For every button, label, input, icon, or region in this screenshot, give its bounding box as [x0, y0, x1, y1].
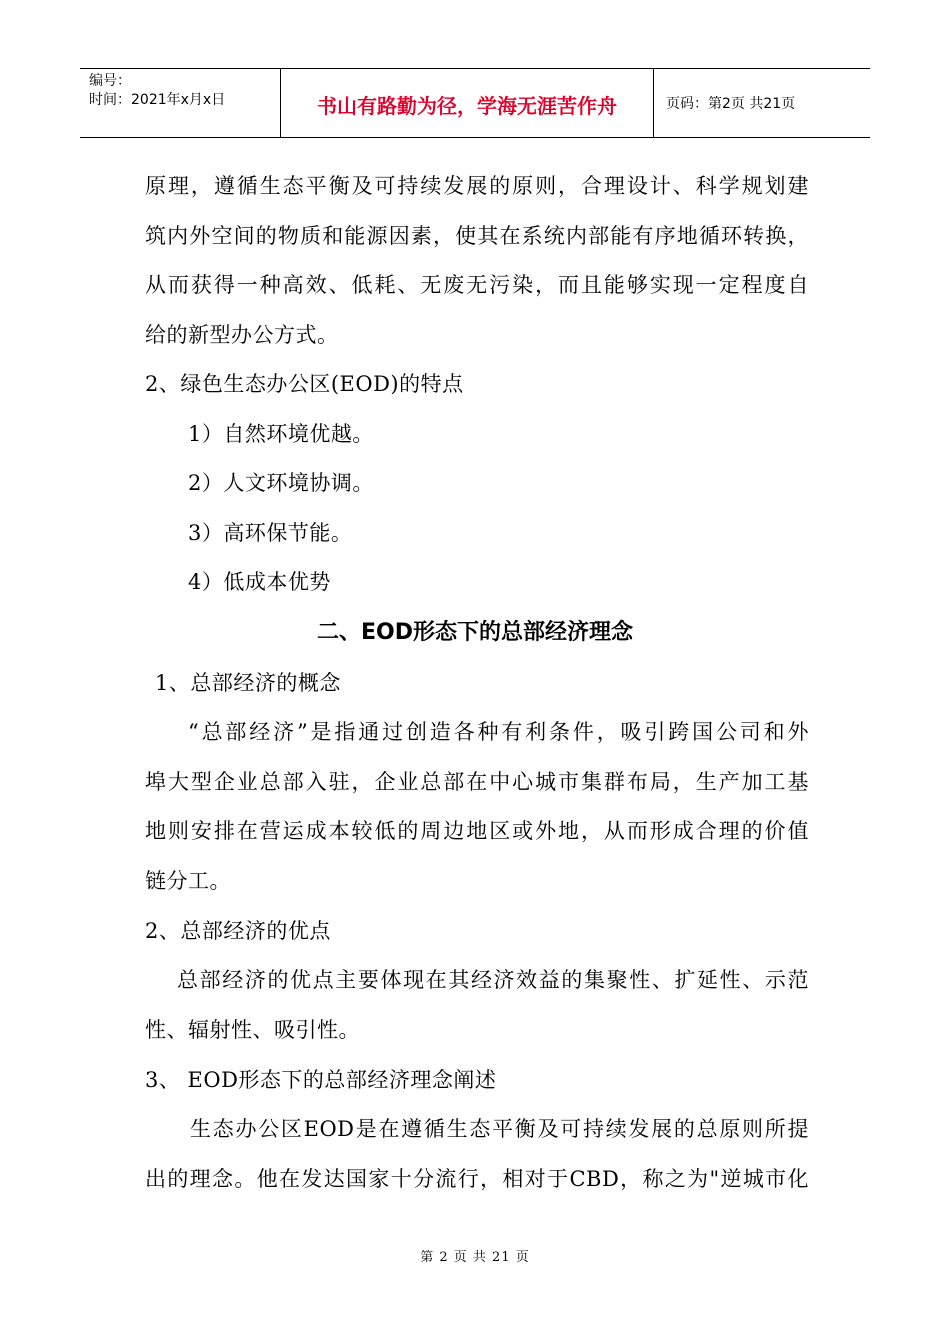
list-item: 2）人文环境协调。 — [188, 471, 374, 495]
header-page-info: 页码：第2页 共21页 — [666, 96, 796, 112]
section-heading: 二、EOD形态下的总部经济理念 — [317, 620, 633, 645]
header-motto: 书山有路勤为径，学海无涯苦作舟 — [281, 69, 654, 137]
section-title: 2、绿色生态办公区(EOD)的特点 — [145, 372, 464, 396]
document-header — [80, 68, 870, 138]
page-footer: 第 2 页 共 21 页 — [420, 1250, 530, 1265]
paragraph-line: 原理，遵循生态平衡及可持续发展的原则，合理设计、科学规划建 — [145, 174, 809, 198]
paragraph-line: 出的理念。他在发达国家十分流行，相对于CBD，称之为"逆城市化 — [145, 1167, 809, 1191]
paragraph-line: 筑内外空间的物质和能源因素，使其在系统内部能有序地循环转换， — [145, 224, 809, 248]
header-time-label: 时间：2021年x月x日 — [89, 92, 226, 108]
paragraph-line: 生态办公区EOD是在遵循生态平衡及可持续发展的总原则所提 — [190, 1117, 809, 1141]
paragraph-line: 总部经济的优点主要体现在其经济效益的集聚性、扩延性、示范 — [177, 968, 809, 992]
paragraph-line: 给的新型办公方式。 — [145, 323, 339, 347]
paragraph-line: 埠大型企业总部入驻，企业总部在中心城市集群布局，生产加工基 — [145, 770, 809, 794]
subsection-title: 3、 EOD形态下的总部经济理念阐述 — [145, 1068, 497, 1092]
header-meta — [80, 69, 281, 137]
list-item: 3）高环保节能。 — [188, 521, 353, 545]
list-item: 4）低成本优势 — [188, 570, 331, 594]
paragraph-line: 性、辐射性、吸引性。 — [145, 1018, 360, 1042]
list-item: 1）自然环境优越。 — [188, 422, 374, 446]
subsection-title: 2、总部经济的优点 — [145, 919, 331, 943]
paragraph-line: 链分工。 — [145, 869, 231, 893]
subsection-title: 1、总部经济的概念 — [155, 671, 341, 695]
header-number-label: 编号： — [89, 73, 131, 89]
paragraph-line: “总部经济”是指通过创造各种有利条件，吸引跨国公司和外 — [188, 720, 809, 744]
paragraph-line: 地则安排在营运成本较低的周边地区或外地，从而形成合理的价值 — [145, 819, 809, 843]
paragraph-line: 从而获得一种高效、低耗、无废无污染，而且能够实现一定程度自 — [145, 273, 809, 297]
